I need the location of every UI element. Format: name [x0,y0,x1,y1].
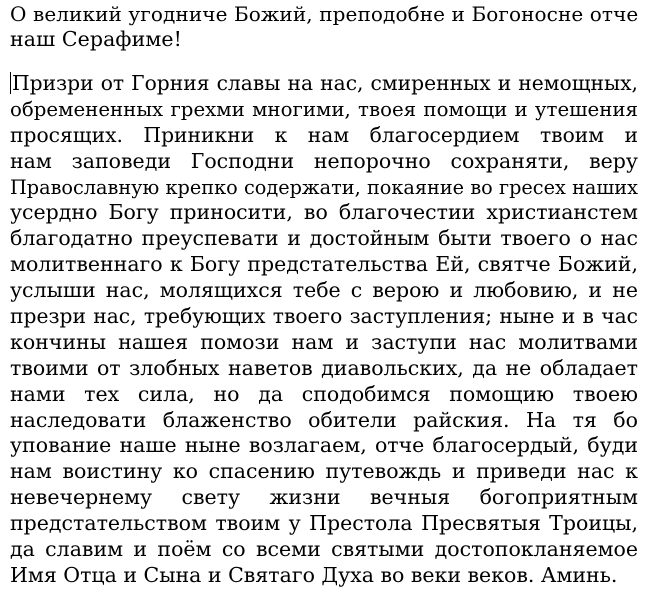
body-line: благодатно преуспевати и достойным быти твоего о нас [10,226,638,251]
body-line: предстательством твоим у Престола Пресвятыя Троицы, [10,511,638,536]
body-line: твоими от злобных наветов диавольских, да не обладает [10,355,638,380]
heading-line: наш Серафиме! [10,27,182,51]
body-line-first [10,71,638,97]
body-line: Православную крепко содержати, покаяние во гресех наших [10,175,638,199]
heading-line: О великий угодниче Божий, преподобне и Богоносне отче [10,2,639,26]
text-cursor [10,72,11,94]
body-line: да славим и поём со всеми святыми достопокланяемое [10,537,638,562]
body-line: нам заповеди Господни непорочно сохраняти, веру [10,148,638,173]
body-line: молитвеннаго к Богу предстательства Ей, святче Божий, [10,252,638,277]
prayer-heading [10,2,638,52]
body-line: нами тех сила, но да сподобимся помощию твоею [10,381,638,406]
body-line: услыши нас, молящихся тебе с верою и любовию, и не [10,278,638,303]
body-line-last: Имя Отца и Сына и Святаго Духа во веки веков. Аминь. [10,562,618,587]
body-line: презри нас, требующих твоего заступления; ныне и в час [10,304,638,329]
body-line: нам воистину ко спасению путевождь и приведи нас к [10,459,638,484]
body-line: усердно Богу приносити, во благочестии христианстем [10,200,638,225]
body-line: просящих. Приникни к нам благосердием твоим и [10,122,638,147]
prayer-document [10,2,638,589]
body-line-text: Призри от Горния славы на нас, смиренных и немощных, [12,71,638,95]
prayer-body [10,71,638,589]
body-line: наследовати блаженство обители райския. На тя бо [10,407,638,432]
body-line: упование наше ныне возлагаем, отче благосердый, буди [10,433,638,458]
body-line: невечернему свету жизни вечныя богоприятным [10,485,638,510]
body-line: обремененных грехми многими, твоея помощи и утешения [10,97,638,121]
body-line: кончины нашея помози нам и заступи нас молитвами [10,329,638,354]
